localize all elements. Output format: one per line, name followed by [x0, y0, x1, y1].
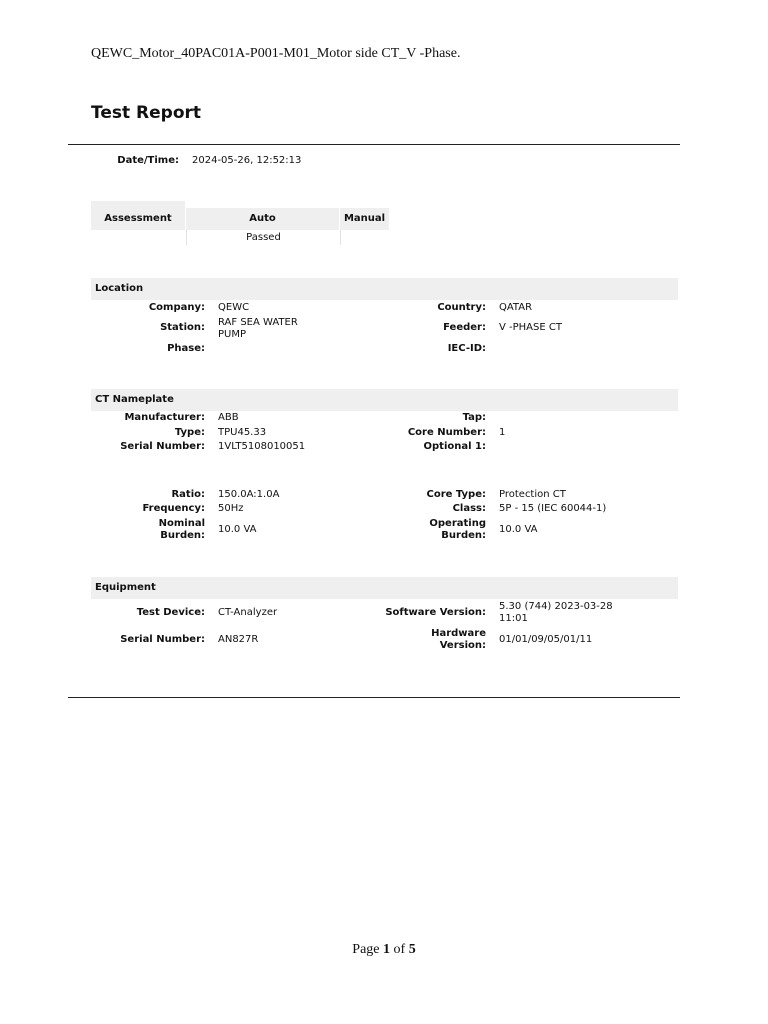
- nominal-burden-label-line1: Nominal: [158, 518, 205, 529]
- page-total: 5: [408, 942, 416, 957]
- company-label: Company:: [148, 302, 205, 313]
- page-number-footer: [0, 942, 768, 958]
- type-label: Type:: [174, 427, 205, 438]
- core-type-value: Protection CT: [499, 489, 566, 500]
- auto-header-cell: [186, 208, 339, 230]
- station-label: Station:: [160, 322, 205, 333]
- of-word: of: [393, 942, 406, 957]
- software-version-label: Software Version:: [385, 607, 486, 618]
- page-current: 1: [383, 942, 391, 957]
- company-value: QEWC: [218, 302, 250, 313]
- core-number-value: 1: [499, 427, 506, 438]
- assessment-header-label: Assessment: [104, 213, 172, 224]
- datetime-label: Date/Time:: [117, 155, 179, 166]
- manufacturer-value: ABB: [218, 412, 239, 423]
- equipment-serial-number-label: Serial Number:: [120, 634, 205, 645]
- station-value-line2: PUMP: [218, 329, 247, 340]
- feeder-value: V -PHASE CT: [499, 322, 562, 333]
- operating-burden-value: 10.0 VA: [499, 524, 538, 535]
- ratio-label: Ratio:: [171, 489, 205, 500]
- equipment-section-band: [91, 577, 678, 599]
- software-version-value-line2: 11:01: [499, 613, 528, 624]
- class-label: Class:: [452, 503, 486, 514]
- class-value: 5P - 15 (IEC 60044-1): [499, 503, 607, 514]
- assessment-header-cell: [91, 208, 185, 230]
- country-value: QATAR: [499, 302, 533, 313]
- ct-nameplate-section-band: [91, 389, 678, 411]
- top-divider: [68, 144, 680, 145]
- document-filename-header: QEWC_Motor_40PAC01A-P001-M01_Motor side CT_V -Phase.: [91, 46, 461, 61]
- ct-serial-number-value: 1VLT5108010051: [218, 441, 306, 452]
- iec-id-label: IEC-ID:: [447, 343, 486, 354]
- country-label: Country:: [437, 302, 486, 313]
- location-section-title: Location: [95, 283, 144, 294]
- type-value: TPU45.33: [218, 427, 267, 438]
- core-number-label: Core Number:: [407, 427, 486, 438]
- equipment-section-title: Equipment: [95, 582, 156, 593]
- operating-burden-label-line1: Operating: [429, 518, 486, 529]
- tap-label: Tap:: [462, 412, 486, 423]
- manual-header-label: Manual: [343, 213, 386, 224]
- software-version-value-line1: 5.30 (744) 2023-03-28: [499, 601, 613, 612]
- hardware-version-label-line1: Hardware: [431, 628, 486, 639]
- hardware-version-value: 01/01/09/05/01/11: [499, 634, 593, 645]
- auto-result-value: Passed: [246, 232, 281, 243]
- ct-serial-number-label: Serial Number:: [120, 441, 205, 452]
- bottom-divider: [68, 697, 680, 698]
- manual-header-cell: [340, 208, 389, 230]
- frequency-label: Frequency:: [142, 503, 205, 514]
- phase-label: Phase:: [167, 343, 205, 354]
- test-device-label: Test Device:: [136, 607, 205, 618]
- operating-burden-label-line2: Burden:: [441, 530, 486, 541]
- datetime-value: 2024-05-26, 12:52:13: [192, 155, 302, 166]
- test-device-value: CT-Analyzer: [218, 607, 278, 618]
- page-word: Page: [352, 942, 380, 957]
- manufacturer-label: Manufacturer:: [124, 412, 205, 423]
- hardware-version-label-line2: Version:: [439, 640, 486, 651]
- equipment-serial-number-value: AN827R: [218, 634, 259, 645]
- station-value-line1: RAF SEA WATER: [218, 317, 298, 328]
- location-section-band: [91, 278, 678, 300]
- assessment-header-tab: [91, 201, 185, 208]
- nominal-burden-label-line2: Burden:: [160, 530, 205, 541]
- core-type-label: Core Type:: [426, 489, 486, 500]
- ratio-value: 150.0A:1.0A: [218, 489, 280, 500]
- optional-1-label: Optional 1:: [423, 441, 486, 452]
- nominal-burden-value: 10.0 VA: [218, 524, 257, 535]
- frequency-value: 50Hz: [218, 503, 244, 514]
- auto-header-label: Auto: [249, 213, 276, 224]
- page-title: Test Report: [91, 103, 202, 123]
- ct-nameplate-section-title: CT Nameplate: [95, 394, 174, 405]
- manual-result-cell: [340, 230, 390, 245]
- feeder-label: Feeder:: [443, 322, 486, 333]
- auto-result-cell: [186, 230, 340, 245]
